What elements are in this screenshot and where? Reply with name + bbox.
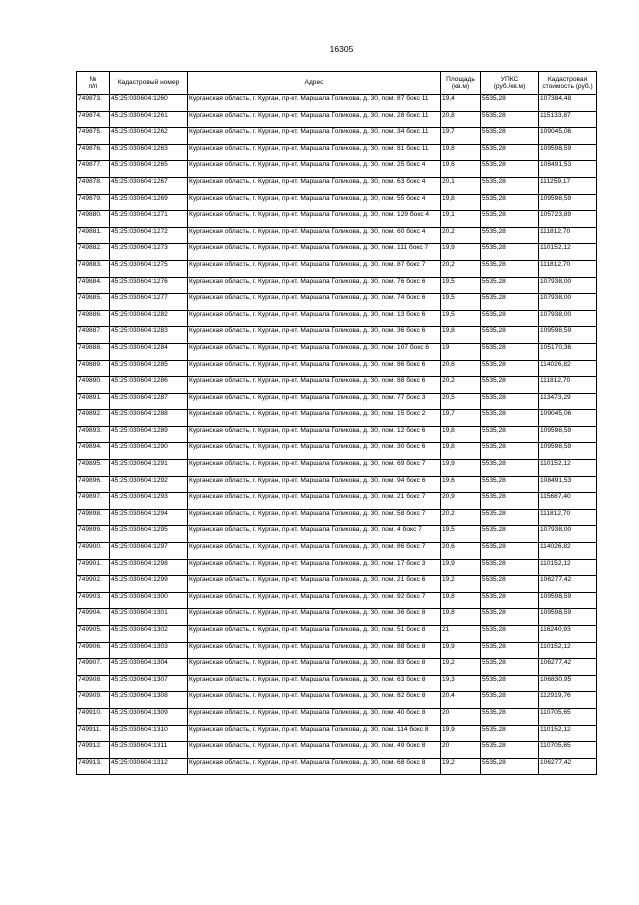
cell-area: 19,3 [441, 675, 481, 692]
cell-area: 19 [441, 343, 481, 360]
cell-row-index: 749885. [77, 294, 110, 311]
table-row [77, 543, 597, 560]
cell-upks: 5535,28 [481, 393, 539, 410]
table-row [77, 742, 597, 759]
cell-row-index: 749883. [77, 260, 110, 277]
cell-cadastral-number: 45:25:030604:1310 [110, 725, 188, 742]
table-row [77, 609, 597, 626]
cell-row-index: 749884. [77, 277, 110, 294]
cell-cadastral-number: 45:25:030604:1307 [110, 675, 188, 692]
cell-cadastral-value: 109598,59 [539, 194, 597, 211]
cell-row-index: 749874. [77, 111, 110, 128]
cell-area: 20 [441, 708, 481, 725]
cell-row-index: 749890. [77, 377, 110, 394]
cell-cadastral-value: 106277,42 [539, 659, 597, 676]
cell-cadastral-value: 111812,70 [539, 260, 597, 277]
cell-upks: 5535,28 [481, 526, 539, 543]
table-body [77, 95, 597, 775]
table-row [77, 95, 597, 112]
cell-cadastral-number: 45:25:030604:1302 [110, 626, 188, 643]
cell-cadastral-value: 110152,12 [539, 559, 597, 576]
cell-area: 20,2 [441, 509, 481, 526]
cell-address: Курганская область, г. Курган, пр-кт. Маршала Голикова, д. 30, пом. 58 бокс 7 [188, 509, 441, 526]
cell-row-index: 749880. [77, 211, 110, 228]
table-row [77, 592, 597, 609]
cell-area: 19,9 [441, 559, 481, 576]
cell-cadastral-value: 108491,53 [539, 476, 597, 493]
table-row [77, 277, 597, 294]
table-row [77, 144, 597, 161]
table-row [77, 227, 597, 244]
table-row [77, 493, 597, 510]
cell-cadastral-number: 45:25:030604:1295 [110, 526, 188, 543]
cell-cadastral-value: 108491,53 [539, 161, 597, 178]
cell-address: Курганская область, г. Курган, пр-кт. Маршала Голикова, д. 30, пом. 40 бокс 8 [188, 708, 441, 725]
cell-upks: 5535,28 [481, 194, 539, 211]
cell-cadastral-number: 45:25:030604:1289 [110, 426, 188, 443]
cell-area: 19,1 [441, 211, 481, 228]
cell-upks: 5535,28 [481, 460, 539, 477]
cell-upks: 5535,28 [481, 559, 539, 576]
cell-address: Курганская область, г. Курган, пр-кт. Маршала Голикова, д. 30, пом. 76 бокс 6 [188, 277, 441, 294]
cell-area: 19,2 [441, 576, 481, 593]
cell-address: Курганская область, г. Курган, пр-кт. Маршала Голикова, д. 30, пом. 87 бокс 11 [188, 95, 441, 112]
cell-upks: 5535,28 [481, 377, 539, 394]
header-upks: УПКС (руб./кв.м) [481, 72, 539, 95]
cell-upks: 5535,28 [481, 343, 539, 360]
cell-cadastral-value: 111812,70 [539, 509, 597, 526]
table-row [77, 426, 597, 443]
cell-cadastral-value: 106277,42 [539, 576, 597, 593]
cell-area: 20 [441, 742, 481, 759]
cell-address: Курганская область, г. Курган, пр-кт. Маршала Голикова, д. 30, пом. 68 бокс 8 [188, 758, 441, 775]
cell-cadastral-value: 107938,00 [539, 310, 597, 327]
cell-row-index: 749886. [77, 310, 110, 327]
cell-upks: 5535,28 [481, 128, 539, 145]
cell-cadastral-number: 45:25:030604:1269 [110, 194, 188, 211]
cell-cadastral-number: 45:25:030604:1284 [110, 343, 188, 360]
cell-area: 19,5 [441, 526, 481, 543]
cell-upks: 5535,28 [481, 327, 539, 344]
cell-row-index: 749904. [77, 609, 110, 626]
table-row [77, 294, 597, 311]
cell-address: Курганская область, г. Курган, пр-кт. Маршала Голикова, д. 30, пом. 21 бокс 7 [188, 493, 441, 510]
table-row [77, 476, 597, 493]
cell-area: 20,6 [441, 543, 481, 560]
cell-cadastral-value: 109598,59 [539, 443, 597, 460]
cell-upks: 5535,28 [481, 244, 539, 261]
cell-area: 19,5 [441, 310, 481, 327]
cell-row-index: 749898. [77, 509, 110, 526]
cell-cadastral-number: 45:25:030604:1290 [110, 443, 188, 460]
cell-upks: 5535,28 [481, 626, 539, 643]
cell-address: Курганская область, г. Курган, пр-кт. Маршала Голикова, д. 30, пом. 114 бокс 8 [188, 725, 441, 742]
cadastral-table [76, 71, 597, 775]
cell-cadastral-value: 105170,36 [539, 343, 597, 360]
cell-address: Курганская область, г. Курган, пр-кт. Маршала Голикова, д. 30, пом. 12 бокс 6 [188, 426, 441, 443]
cell-area: 19,8 [441, 592, 481, 609]
cell-cadastral-value: 109598,59 [539, 609, 597, 626]
cell-address: Курганская область, г. Курган, пр-кт. Маршала Голикова, д. 30, пом. 92 бокс 7 [188, 592, 441, 609]
cell-row-index: 749905. [77, 626, 110, 643]
cell-row-index: 749901. [77, 559, 110, 576]
cell-cadastral-number: 45:25:030604:1283 [110, 327, 188, 344]
cell-area: 19,7 [441, 410, 481, 427]
table-header-row [77, 72, 597, 95]
table-row [77, 675, 597, 692]
cell-address: Курганская область, г. Курган, пр-кт. Маршала Голикова, д. 30, пом. 88 бокс 6 [188, 377, 441, 394]
table-row [77, 708, 597, 725]
cell-area: 20,5 [441, 393, 481, 410]
cell-cadastral-number: 45:25:030604:1261 [110, 111, 188, 128]
cell-row-index: 749888. [77, 343, 110, 360]
cell-row-index: 749878. [77, 177, 110, 194]
cell-cadastral-value: 110152,12 [539, 725, 597, 742]
table-row [77, 211, 597, 228]
cell-upks: 5535,28 [481, 277, 539, 294]
cell-cadastral-number: 45:25:030604:1263 [110, 144, 188, 161]
table-row [77, 111, 597, 128]
cell-cadastral-value: 110705,65 [539, 708, 597, 725]
table-row [77, 443, 597, 460]
cell-address: Курганская область, г. Курган, пр-кт. Маршала Голикова, д. 30, пом. 25 бокс 4 [188, 161, 441, 178]
cell-cadastral-value: 111812,70 [539, 227, 597, 244]
table-row [77, 360, 597, 377]
cell-cadastral-number: 45:25:030604:1271 [110, 211, 188, 228]
cell-address: Курганская область, г. Курган, пр-кт. Маршала Голикова, д. 30, пом. 74 бокс 6 [188, 294, 441, 311]
cell-upks: 5535,28 [481, 758, 539, 775]
cell-area: 19,8 [441, 327, 481, 344]
cell-cadastral-value: 106830,95 [539, 675, 597, 692]
cell-cadastral-value: 109598,59 [539, 426, 597, 443]
table-row [77, 576, 597, 593]
cell-row-index: 749907. [77, 659, 110, 676]
cell-cadastral-value: 109045,06 [539, 128, 597, 145]
header-address: Адрес [188, 72, 441, 95]
cell-cadastral-number: 45:25:030604:1292 [110, 476, 188, 493]
header-index: № п/п [77, 72, 110, 95]
cell-address: Курганская область, г. Курган, пр-кт. Маршала Голикова, д. 30, пом. 129 бокс 4 [188, 211, 441, 228]
cell-area: 19,8 [441, 426, 481, 443]
cell-cadastral-number: 45:25:030604:1311 [110, 742, 188, 759]
cell-address: Курганская область, г. Курган, пр-кт. Маршала Голикова, д. 30, пом. 94 бокс 6 [188, 476, 441, 493]
cell-address: Курганская область, г. Курган, пр-кт. Маршала Голикова, д. 30, пом. 86 бокс 7 [188, 543, 441, 560]
cell-upks: 5535,28 [481, 227, 539, 244]
header-cadastral-value: Кадастровая стоимость (руб.) [539, 72, 597, 95]
table-row [77, 626, 597, 643]
table-row [77, 244, 597, 261]
cell-upks: 5535,28 [481, 543, 539, 560]
cell-area: 19,2 [441, 659, 481, 676]
cell-cadastral-value: 109598,59 [539, 144, 597, 161]
cell-area: 19,2 [441, 758, 481, 775]
cell-address: Курганская область, г. Курган, пр-кт. Маршала Голикова, д. 30, пом. 21 бокс 6 [188, 576, 441, 593]
table-row [77, 161, 597, 178]
cell-address: Курганская область, г. Курган, пр-кт. Маршала Голикова, д. 30, пом. 88 бокс 8 [188, 642, 441, 659]
cell-cadastral-value: 105723,89 [539, 211, 597, 228]
cell-cadastral-value: 110152,12 [539, 642, 597, 659]
table-row [77, 410, 597, 427]
table-row [77, 128, 597, 145]
cell-cadastral-number: 45:25:030604:1288 [110, 410, 188, 427]
cell-address: Курганская область, г. Курган, пр-кт. Маршала Голикова, д. 30, пом. 36 бокс 6 [188, 327, 441, 344]
cell-address: Курганская область, г. Курган, пр-кт. Маршала Голикова, д. 30, пом. 63 бокс 8 [188, 675, 441, 692]
cell-cadastral-number: 45:25:030604:1300 [110, 592, 188, 609]
cell-upks: 5535,28 [481, 161, 539, 178]
cell-row-index: 749913. [77, 758, 110, 775]
cell-row-index: 749896. [77, 476, 110, 493]
cell-cadastral-number: 45:25:030604:1276 [110, 277, 188, 294]
cell-row-index: 749893. [77, 426, 110, 443]
cell-cadastral-number: 45:25:030604:1285 [110, 360, 188, 377]
cell-area: 19,9 [441, 244, 481, 261]
cell-upks: 5535,28 [481, 294, 539, 311]
header-cadastral-number: Кадастровый номер [110, 72, 188, 95]
cell-row-index: 749887. [77, 327, 110, 344]
cell-area: 20,6 [441, 360, 481, 377]
cell-row-index: 749891. [77, 393, 110, 410]
cell-upks: 5535,28 [481, 360, 539, 377]
cell-cadastral-value: 114026,82 [539, 543, 597, 560]
cell-row-index: 749899. [77, 526, 110, 543]
cell-cadastral-value: 116240,93 [539, 626, 597, 643]
cell-cadastral-number: 45:25:030604:1265 [110, 161, 188, 178]
cell-area: 19,8 [441, 443, 481, 460]
cell-address: Курганская область, г. Курган, пр-кт. Маршала Голикова, д. 30, пом. 83 бокс 8 [188, 659, 441, 676]
cell-cadastral-number: 45:25:030604:1291 [110, 460, 188, 477]
cell-row-index: 749879. [77, 194, 110, 211]
table-row [77, 559, 597, 576]
cell-address: Курганская область, г. Курган, пр-кт. Маршала Голикова, д. 30, пом. 111 бокс 7 [188, 244, 441, 261]
cell-cadastral-number: 45:25:030604:1260 [110, 95, 188, 112]
cell-address: Курганская область, г. Курган, пр-кт. Маршала Голикова, д. 30, пом. 28 бокс 11 [188, 111, 441, 128]
cell-cadastral-value: 110705,65 [539, 742, 597, 759]
cell-upks: 5535,28 [481, 426, 539, 443]
cell-cadastral-number: 45:25:030604:1262 [110, 128, 188, 145]
cell-address: Курганская область, г. Курган, пр-кт. Маршала Голикова, д. 30, пом. 86 бокс 6 [188, 360, 441, 377]
cell-row-index: 749875. [77, 128, 110, 145]
table-row [77, 343, 597, 360]
cell-cadastral-number: 45:25:030604:1304 [110, 659, 188, 676]
cell-area: 19,8 [441, 609, 481, 626]
cell-row-index: 749910. [77, 708, 110, 725]
cell-upks: 5535,28 [481, 659, 539, 676]
table-row [77, 327, 597, 344]
table-row [77, 692, 597, 709]
cell-address: Курганская область, г. Курган, пр-кт. Маршала Голикова, д. 30, пом. 87 бокс 7 [188, 260, 441, 277]
table-row [77, 509, 597, 526]
cell-area: 19,7 [441, 128, 481, 145]
cell-cadastral-value: 109598,59 [539, 327, 597, 344]
cell-cadastral-number: 45:25:030604:1301 [110, 609, 188, 626]
cell-cadastral-value: 115133,87 [539, 111, 597, 128]
cell-cadastral-value: 107938,00 [539, 294, 597, 311]
cell-upks: 5535,28 [481, 144, 539, 161]
cell-area: 19,8 [441, 194, 481, 211]
cell-row-index: 749911. [77, 725, 110, 742]
table-row [77, 725, 597, 742]
cell-area: 20,2 [441, 260, 481, 277]
cell-upks: 5535,28 [481, 592, 539, 609]
cell-upks: 5535,28 [481, 111, 539, 128]
cell-area: 19,9 [441, 642, 481, 659]
cell-address: Курганская область, г. Курган, пр-кт. Маршала Голикова, д. 30, пом. 34 бокс 11 [188, 128, 441, 145]
cell-area: 20,1 [441, 177, 481, 194]
cell-area: 19,6 [441, 476, 481, 493]
table-row [77, 393, 597, 410]
table-row [77, 377, 597, 394]
cell-upks: 5535,28 [481, 609, 539, 626]
cell-address: Курганская область, г. Курган, пр-кт. Маршала Голикова, д. 30, пом. 81 бокс 11 [188, 144, 441, 161]
cell-cadastral-number: 45:25:030604:1267 [110, 177, 188, 194]
cell-address: Курганская область, г. Курган, пр-кт. Маршала Голикова, д. 30, пом. 82 бокс 8 [188, 692, 441, 709]
cell-row-index: 749900. [77, 543, 110, 560]
cell-address: Курганская область, г. Курган, пр-кт. Маршала Голикова, д. 30, пом. 30 бокс 6 [188, 443, 441, 460]
cell-area: 19,5 [441, 294, 481, 311]
cell-area: 19,5 [441, 277, 481, 294]
cell-cadastral-number: 45:25:030604:1298 [110, 559, 188, 576]
cell-cadastral-value: 110152,12 [539, 244, 597, 261]
cell-cadastral-number: 45:25:030604:1293 [110, 493, 188, 510]
cell-address: Курганская область, г. Курган, пр-кт. Маршала Голикова, д. 30, пом. 107 бокс 6 [188, 343, 441, 360]
cell-upks: 5535,28 [481, 725, 539, 742]
cell-cadastral-number: 45:25:030604:1309 [110, 708, 188, 725]
cell-row-index: 749894. [77, 443, 110, 460]
cell-cadastral-number: 45:25:030604:1275 [110, 260, 188, 277]
cell-row-index: 749873. [77, 95, 110, 112]
cell-row-index: 749895. [77, 460, 110, 477]
table-row [77, 460, 597, 477]
cell-upks: 5535,28 [481, 443, 539, 460]
cell-cadastral-value: 111259,17 [539, 177, 597, 194]
cell-address: Курганская область, г. Курган, пр-кт. Маршала Голикова, д. 30, пом. 60 бокс 4 [188, 227, 441, 244]
cell-area: 20,2 [441, 377, 481, 394]
cell-cadastral-value: 109598,59 [539, 592, 597, 609]
cell-cadastral-value: 107938,00 [539, 526, 597, 543]
cell-area: 20,2 [441, 227, 481, 244]
cell-area: 20,4 [441, 692, 481, 709]
cell-row-index: 749877. [77, 161, 110, 178]
cell-area: 20,8 [441, 111, 481, 128]
cell-address: Курганская область, г. Курган, пр-кт. Маршала Голикова, д. 30, пом. 51 бокс 8 [188, 626, 441, 643]
cell-row-index: 749902. [77, 576, 110, 593]
cell-row-index: 749906. [77, 642, 110, 659]
cell-area: 21 [441, 626, 481, 643]
cell-cadastral-number: 45:25:030604:1273 [110, 244, 188, 261]
cell-upks: 5535,28 [481, 708, 539, 725]
cell-row-index: 749897. [77, 493, 110, 510]
table-row [77, 758, 597, 775]
cell-row-index: 749903. [77, 592, 110, 609]
cell-cadastral-value: 110152,12 [539, 460, 597, 477]
cell-row-index: 749881. [77, 227, 110, 244]
cell-address: Курганская область, г. Курган, пр-кт. Маршала Голикова, д. 30, пом. 69 бокс 7 [188, 460, 441, 477]
cell-upks: 5535,28 [481, 692, 539, 709]
table-row [77, 642, 597, 659]
cell-cadastral-number: 45:25:030604:1303 [110, 642, 188, 659]
cell-address: Курганская область, г. Курган, пр-кт. Маршала Голикова, д. 30, пом. 17 бокс 3 [188, 559, 441, 576]
table-row [77, 659, 597, 676]
cell-address: Курганская область, г. Курган, пр-кт. Маршала Голикова, д. 30, пом. 63 бокс 4 [188, 177, 441, 194]
cell-upks: 5535,28 [481, 642, 539, 659]
cell-row-index: 749909. [77, 692, 110, 709]
cell-address: Курганская область, г. Курган, пр-кт. Маршала Голикова, д. 30, пом. 49 бокс 8 [188, 742, 441, 759]
cell-cadastral-number: 45:25:030604:1299 [110, 576, 188, 593]
cell-address: Курганская область, г. Курган, пр-кт. Маршала Голикова, д. 30, пом. 36 бокс 8 [188, 609, 441, 626]
cell-cadastral-value: 109045,06 [539, 410, 597, 427]
cell-cadastral-value: 106277,42 [539, 758, 597, 775]
table-row [77, 177, 597, 194]
cell-upks: 5535,28 [481, 509, 539, 526]
cell-address: Курганская область, г. Курган, пр-кт. Маршала Голикова, д. 30, пом. 4 бокс 7 [188, 526, 441, 543]
cell-cadastral-number: 45:25:030604:1312 [110, 758, 188, 775]
cell-cadastral-number: 45:25:030604:1286 [110, 377, 188, 394]
cell-upks: 5535,28 [481, 95, 539, 112]
cell-address: Курганская область, г. Курган, пр-кт. Маршала Голикова, д. 30, пом. 15 бокс 2 [188, 410, 441, 427]
header-area: Площадь (кв.м) [441, 72, 481, 95]
table-row [77, 260, 597, 277]
cell-address: Курганская область, г. Курган, пр-кт. Маршала Голикова, д. 30, пом. 13 бокс 6 [188, 310, 441, 327]
cell-row-index: 749889. [77, 360, 110, 377]
cell-cadastral-value: 115687,40 [539, 493, 597, 510]
cell-cadastral-value: 107938,00 [539, 277, 597, 294]
cell-upks: 5535,28 [481, 177, 539, 194]
cell-upks: 5535,28 [481, 410, 539, 427]
cell-area: 19,4 [441, 95, 481, 112]
cell-upks: 5535,28 [481, 310, 539, 327]
table-row [77, 310, 597, 327]
cell-row-index: 749892. [77, 410, 110, 427]
cell-upks: 5535,28 [481, 211, 539, 228]
cell-cadastral-value: 114026,82 [539, 360, 597, 377]
cell-cadastral-number: 45:25:030604:1294 [110, 509, 188, 526]
cell-cadastral-number: 45:25:030604:1277 [110, 294, 188, 311]
cell-cadastral-value: 111812,70 [539, 377, 597, 394]
table-row [77, 194, 597, 211]
cell-address: Курганская область, г. Курган, пр-кт. Маршала Голикова, д. 30, пом. 77 бокс 3 [188, 393, 441, 410]
cell-area: 19,9 [441, 460, 481, 477]
cell-cadastral-number: 45:25:030604:1308 [110, 692, 188, 709]
page-number: 16305 [329, 44, 354, 54]
cell-upks: 5535,28 [481, 675, 539, 692]
cell-upks: 5535,28 [481, 260, 539, 277]
cell-area: 19,9 [441, 725, 481, 742]
cell-address: Курганская область, г. Курган, пр-кт. Маршала Голикова, д. 30, пом. 55 бокс 4 [188, 194, 441, 211]
cell-row-index: 749876. [77, 144, 110, 161]
cell-upks: 5535,28 [481, 576, 539, 593]
table-row [77, 526, 597, 543]
cell-row-index: 749882. [77, 244, 110, 261]
cell-row-index: 749912. [77, 742, 110, 759]
cell-upks: 5535,28 [481, 742, 539, 759]
cell-cadastral-number: 45:25:030604:1287 [110, 393, 188, 410]
cell-cadastral-value: 112919,76 [539, 692, 597, 709]
cell-upks: 5535,28 [481, 493, 539, 510]
cell-area: 19,8 [441, 144, 481, 161]
cell-cadastral-value: 107384,48 [539, 95, 597, 112]
cell-row-index: 749908. [77, 675, 110, 692]
cell-cadastral-number: 45:25:030604:1272 [110, 227, 188, 244]
cell-cadastral-value: 113473,29 [539, 393, 597, 410]
cell-area: 19,6 [441, 161, 481, 178]
cell-area: 20,9 [441, 493, 481, 510]
cell-upks: 5535,28 [481, 476, 539, 493]
cell-cadastral-number: 45:25:030604:1282 [110, 310, 188, 327]
cell-cadastral-number: 45:25:030604:1297 [110, 543, 188, 560]
